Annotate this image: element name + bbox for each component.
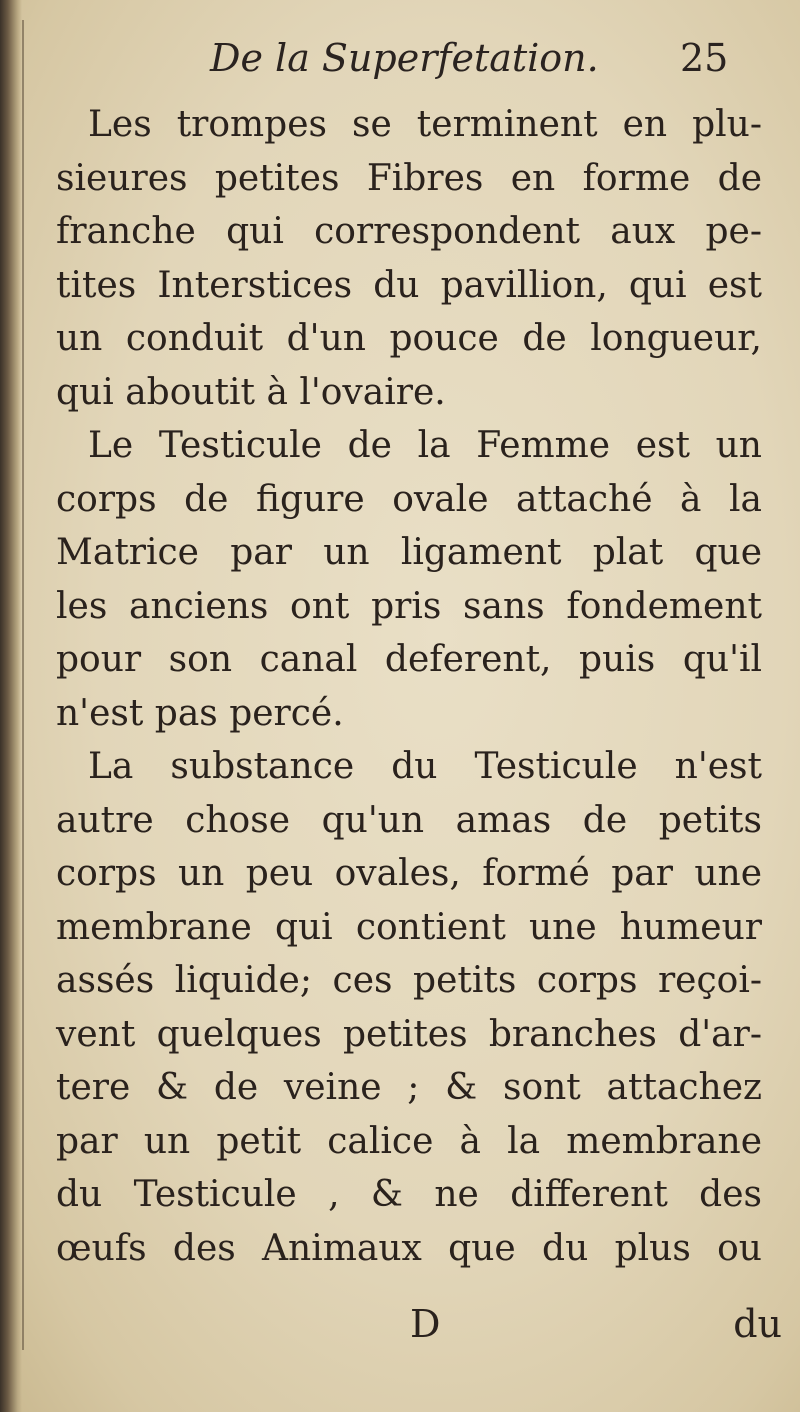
running-head xyxy=(210,36,730,90)
text-line: membrane qui contient une humeur xyxy=(56,906,762,948)
text-line: assés liquide; ces petits corps reçoi- xyxy=(56,960,762,1001)
text-line: pour son canal deferent, puis qu'il xyxy=(56,639,762,680)
text-line: n'est pas percé. xyxy=(56,692,344,734)
text-line: franche qui correspondent aux pe- xyxy=(56,211,762,252)
catchword: du xyxy=(733,1302,782,1346)
text-line: du Testicule , & ne different des xyxy=(56,1174,762,1215)
page-footer xyxy=(56,1302,782,1356)
text-line: corps un peu ovales, formé par une xyxy=(56,853,762,894)
text-line: qui aboutit à l'ovaire. xyxy=(56,371,446,413)
book-binding-edge xyxy=(0,0,22,1412)
text-line: Le Testicule de la Femme est un xyxy=(88,425,762,466)
running-title: De la Superfetation. xyxy=(210,36,599,80)
text-line: Les trompes se terminent en plu- xyxy=(88,104,762,145)
page-number: 25 xyxy=(680,36,729,80)
page-margin-line xyxy=(22,20,24,1350)
text-line: corps de figure ovale attaché à la xyxy=(56,478,762,520)
text-line: tites Interstices du pavillion, qui est xyxy=(56,264,762,306)
text-line: autre chose qu'un amas de petits xyxy=(56,799,762,841)
text-line: vent quelques petites branches d'ar- xyxy=(56,1013,762,1055)
text-line: Matrice par un ligament plat que xyxy=(56,532,762,573)
text-line: un conduit d'un pouce de longueur, xyxy=(56,318,762,359)
body-text xyxy=(56,98,762,1275)
text-line: par un petit calice à la membrane xyxy=(56,1120,762,1162)
text-line: tere & de veine ; & sont attachez xyxy=(56,1067,762,1108)
text-line: les anciens ont pris sans fondement xyxy=(56,585,762,627)
signature-mark: D xyxy=(410,1302,441,1346)
text-line: La substance du Testicule n'est xyxy=(88,746,762,787)
text-line: œufs des Animaux que du plus ou xyxy=(56,1227,762,1269)
text-line: sieures petites Fibres en forme de xyxy=(56,157,762,199)
